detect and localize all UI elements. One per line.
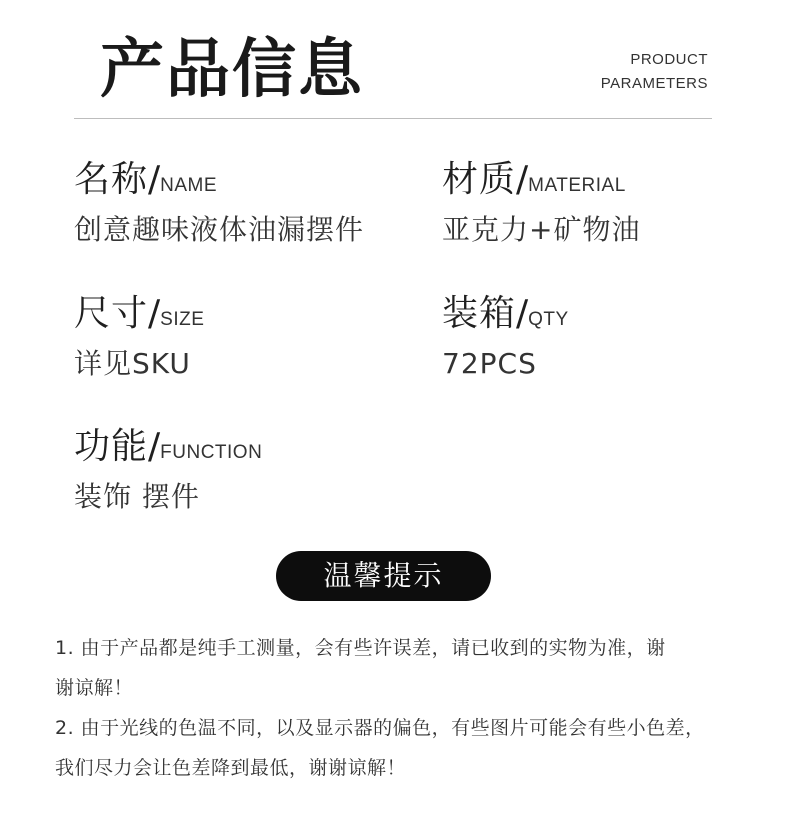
field-qty-label-en: QTY — [528, 309, 569, 330]
field-name-label: 名称/NAME — [74, 159, 218, 200]
page-subtitle — [601, 48, 708, 96]
field-function-label-cn: 功能 — [74, 426, 149, 467]
subtitle-line-1: PRODUCT — [630, 51, 708, 68]
header-divider — [74, 118, 712, 119]
field-qty — [442, 292, 569, 382]
field-material-value: 亚克力+矿物油 — [442, 213, 641, 246]
field-qty-value: 72PCS — [442, 347, 537, 380]
field-material-label: 材质/MATERIAL — [442, 159, 626, 200]
field-size-label: 尺寸/SIZE — [74, 293, 205, 334]
field-qty-label-cn: 装箱 — [442, 293, 517, 334]
field-size-label-cn: 尺寸 — [74, 293, 149, 334]
page-title: 产品信息 — [100, 33, 364, 107]
field-name-label-en: NAME — [160, 175, 218, 196]
field-function-value: 装饰 摆件 — [74, 480, 200, 513]
notice-line-2: 谢谅解！ — [55, 677, 134, 699]
field-name-value: 创意趣味液体油漏摆件 — [74, 213, 365, 246]
notice-line-4: 我们尽力会让色差降到最低，谢谢谅解！ — [55, 757, 407, 779]
field-material-label-cn: 材质 — [442, 159, 517, 200]
notice-text — [55, 628, 745, 788]
field-size — [74, 292, 204, 382]
notice-line-3: 2. 由于光线的色温不同，以及显示器的偏色，有些图片可能会有些小色差， — [55, 717, 705, 739]
notice-line-1: 1. 由于产品都是纯手工测量，会有些许误差，请已收到的实物为准，谢 — [55, 637, 666, 659]
field-function — [74, 425, 262, 515]
field-material — [442, 158, 640, 248]
field-qty-label: 装箱/QTY — [442, 293, 569, 334]
field-name-label-cn: 名称 — [74, 159, 149, 200]
field-material-label-en: MATERIAL — [528, 175, 626, 196]
field-name — [74, 158, 364, 248]
field-function-label-en: FUNCTION — [160, 442, 263, 463]
notice-title-badge: 温馨提示 — [276, 551, 491, 601]
field-function-label: 功能/FUNCTION — [74, 426, 263, 467]
subtitle-line-2: PARAMETERS — [600, 75, 708, 92]
field-size-value: 详见SKU — [74, 347, 191, 380]
field-size-label-en: SIZE — [160, 309, 205, 330]
